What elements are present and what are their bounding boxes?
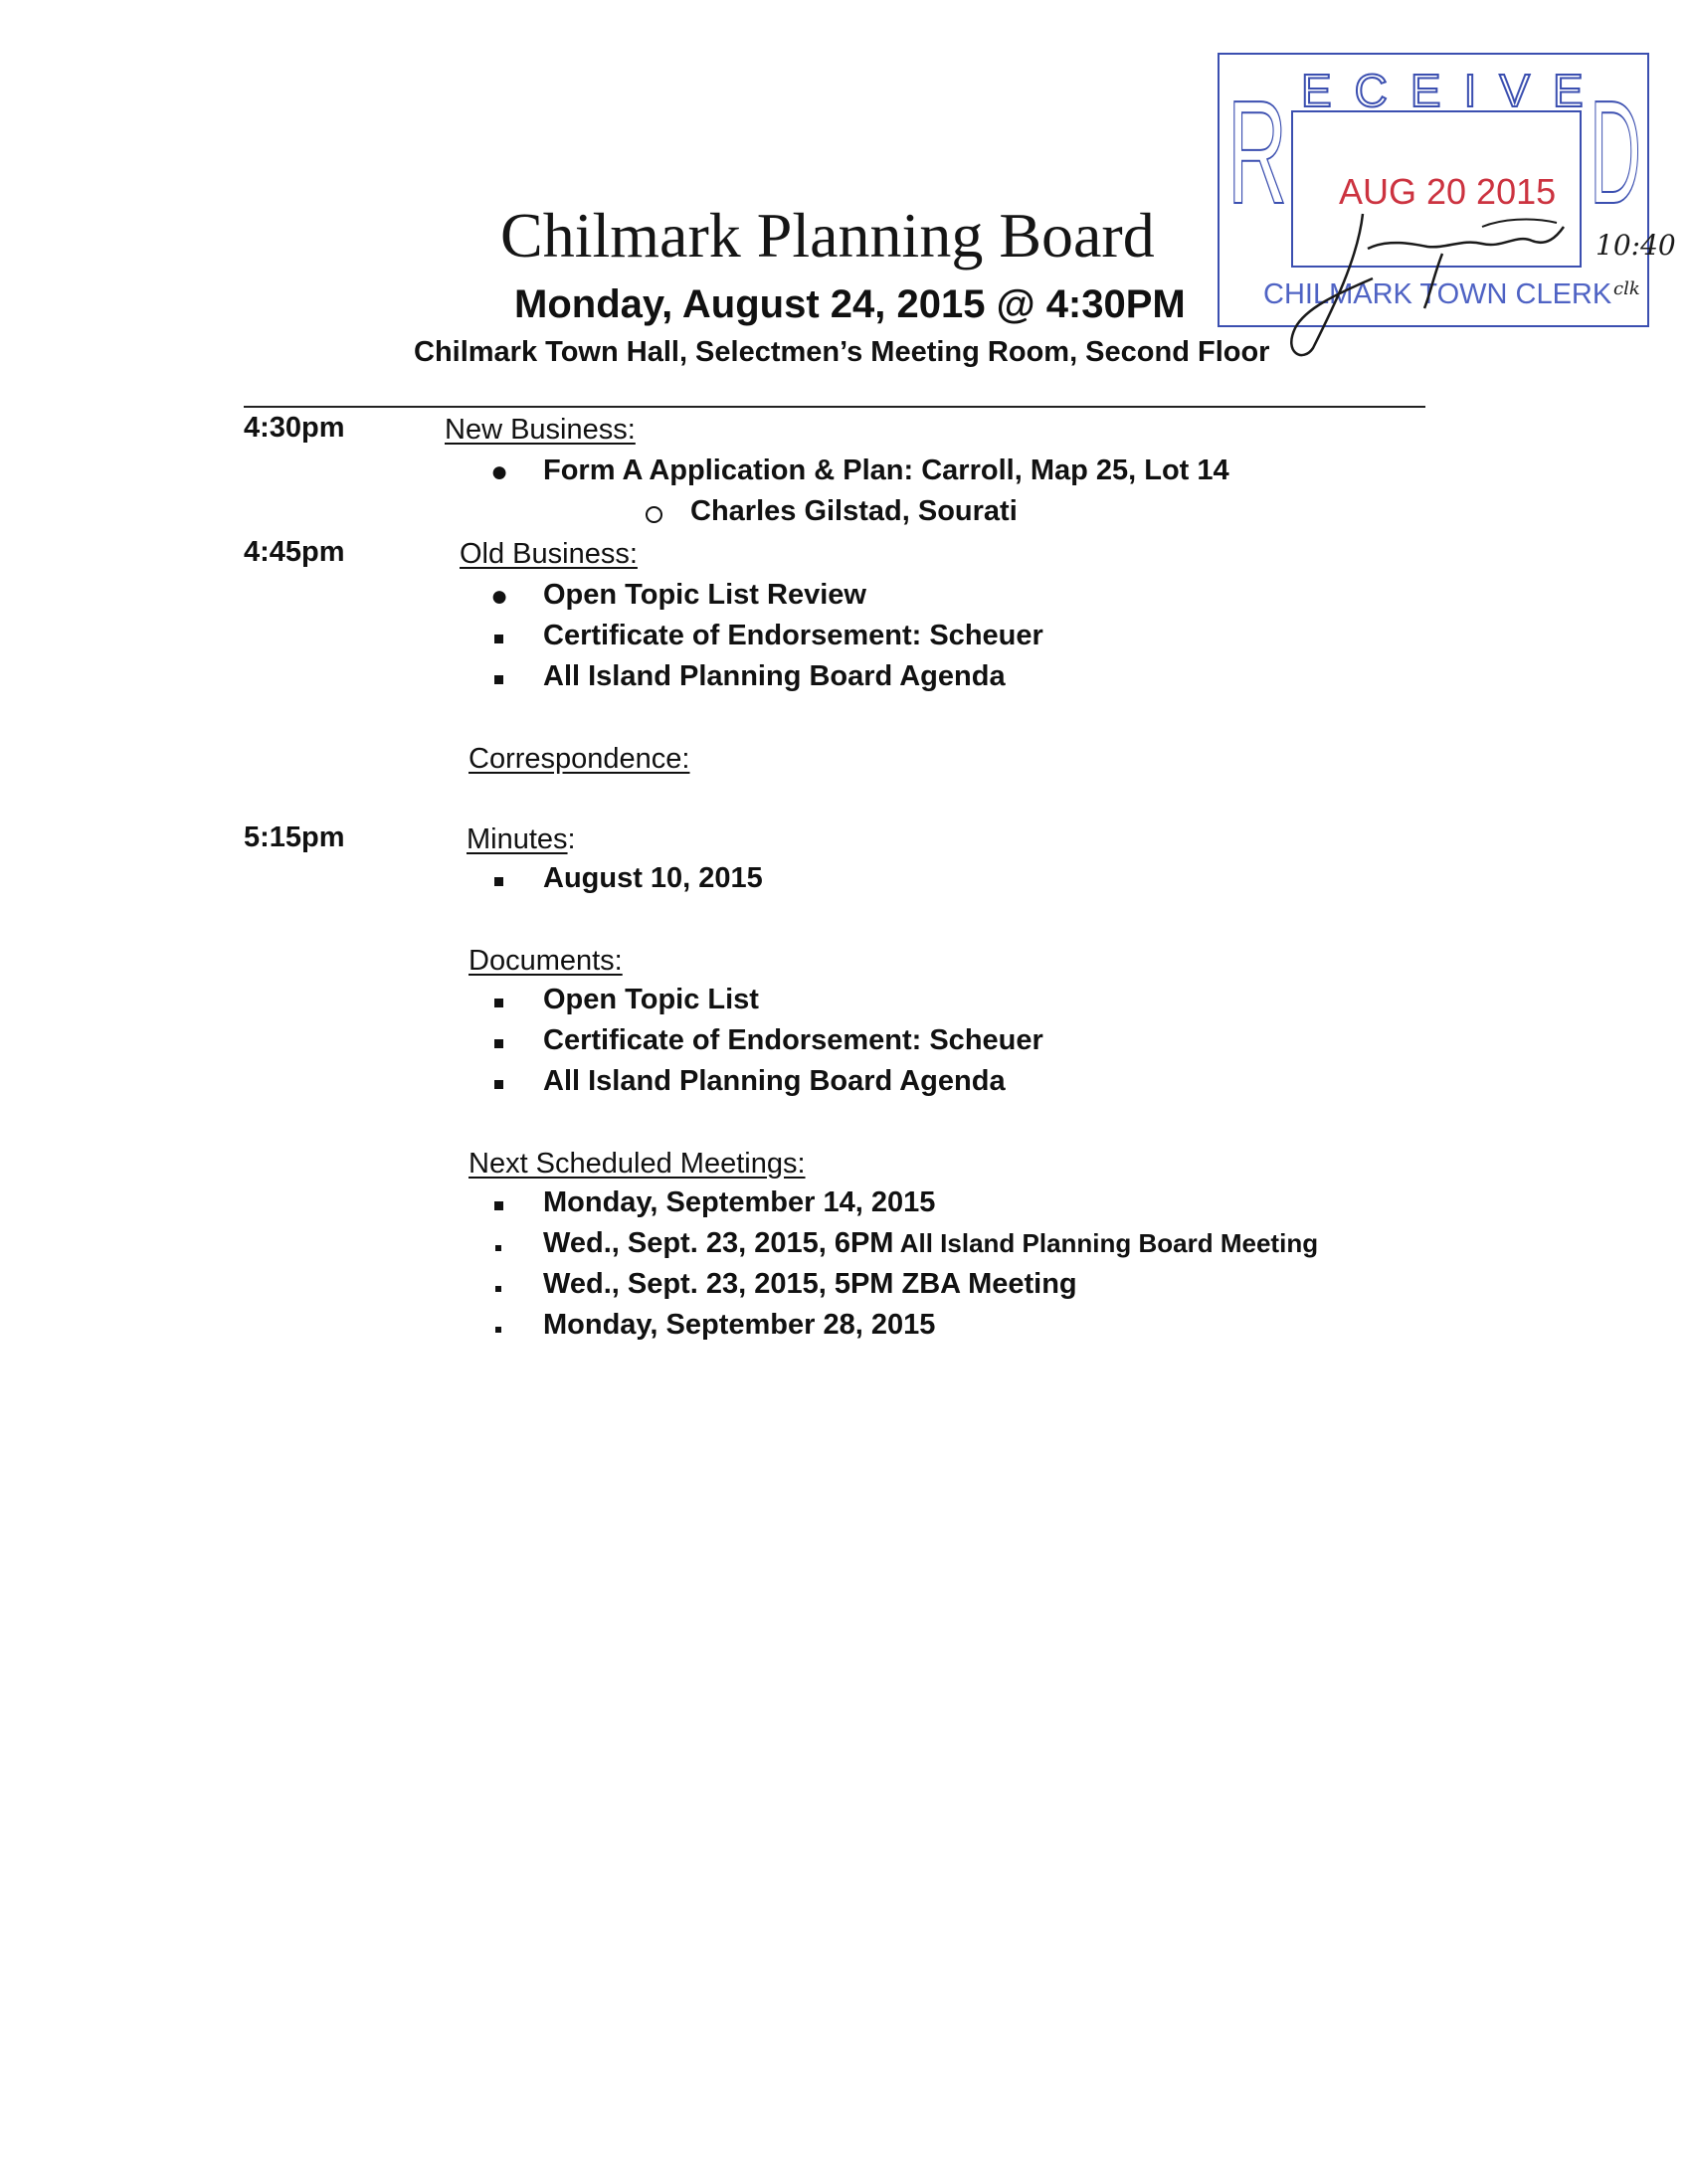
bullet-circle-icon bbox=[646, 506, 662, 523]
bullet-square-icon bbox=[494, 877, 503, 886]
bullet-square-icon bbox=[494, 1039, 503, 1048]
meeting-item: Monday, September 14, 2015 bbox=[543, 1186, 936, 1218]
agenda-item: All Island Planning Board Agenda bbox=[543, 1065, 1006, 1097]
section-minutes bbox=[467, 823, 576, 856]
bullet-dot-icon: ● bbox=[490, 580, 509, 613]
section-correspondence: Correspondence: bbox=[469, 743, 690, 775]
bullet-dot-icon: ● bbox=[490, 455, 509, 488]
agenda-subitem: Charles Gilstad, Sourati bbox=[690, 495, 1018, 527]
agenda-item: All Island Planning Board Agenda bbox=[543, 660, 1006, 692]
agenda-item: August 10, 2015 bbox=[543, 862, 763, 894]
meeting-item bbox=[543, 1227, 1318, 1260]
meeting-item-main: Wed., Sept. 23, 2015, 6PM bbox=[543, 1227, 894, 1259]
section-documents: Documents: bbox=[469, 945, 623, 977]
svg-text:D: D bbox=[1590, 71, 1641, 235]
stamp-date: AUG 20 2015 bbox=[1339, 171, 1557, 212]
stamp-office: CHILMARK TOWN CLERK bbox=[1263, 278, 1612, 310]
meeting-location: Chilmark Town Hall, Selectmen’s Meeting Room, Second Floor bbox=[414, 336, 1270, 368]
time-minutes: 5:15pm bbox=[244, 821, 345, 853]
stamp-handwritten-time: 10:40 bbox=[1596, 229, 1676, 262]
meeting-item: Wed., Sept. 23, 2015, 5PM ZBA Meeting bbox=[543, 1268, 1077, 1300]
header-divider bbox=[244, 406, 1425, 408]
page-title: Chilmark Planning Board bbox=[500, 200, 1155, 271]
stamp-received-text: ECEIVE bbox=[1301, 65, 1606, 116]
time-new-business: 4:30pm bbox=[244, 412, 345, 444]
agenda-item: Form A Application & Plan: Carroll, Map 25, Lot 14 bbox=[543, 455, 1229, 486]
section-next-meetings: Next Scheduled Meetings: bbox=[469, 1148, 806, 1180]
section-new-business: New Business: bbox=[445, 414, 636, 446]
meeting-date: Monday, August 24, 2015 @ 4:30PM bbox=[514, 282, 1186, 326]
bullet-square-icon bbox=[494, 1201, 503, 1210]
section-minutes-colon: : bbox=[567, 823, 576, 855]
bullet-square-icon bbox=[494, 675, 503, 684]
section-old-business: Old Business: bbox=[460, 538, 638, 570]
received-stamp bbox=[1214, 50, 1676, 368]
bullet-square-icon bbox=[494, 999, 503, 1007]
time-old-business: 4:45pm bbox=[244, 536, 345, 568]
bullet-square-icon bbox=[494, 1080, 503, 1089]
meeting-item-tail: All Island Planning Board Meeting bbox=[893, 1228, 1319, 1258]
svg-text:R: R bbox=[1227, 71, 1287, 235]
bullet-square-icon bbox=[495, 1286, 501, 1292]
agenda-item: Open Topic List Review bbox=[543, 579, 866, 611]
section-minutes-label: Minutes bbox=[467, 823, 568, 855]
bullet-square-icon bbox=[495, 1245, 501, 1251]
stamp-handwritten-initials: clk bbox=[1613, 278, 1640, 299]
bullet-square-icon bbox=[495, 1327, 501, 1333]
agenda-item: Certificate of Endorsement: Scheuer bbox=[543, 620, 1043, 651]
bullet-square-icon bbox=[494, 635, 503, 643]
agenda-item: Certificate of Endorsement: Scheuer bbox=[543, 1024, 1043, 1056]
meeting-item: Monday, September 28, 2015 bbox=[543, 1309, 936, 1341]
agenda-item: Open Topic List bbox=[543, 984, 759, 1015]
